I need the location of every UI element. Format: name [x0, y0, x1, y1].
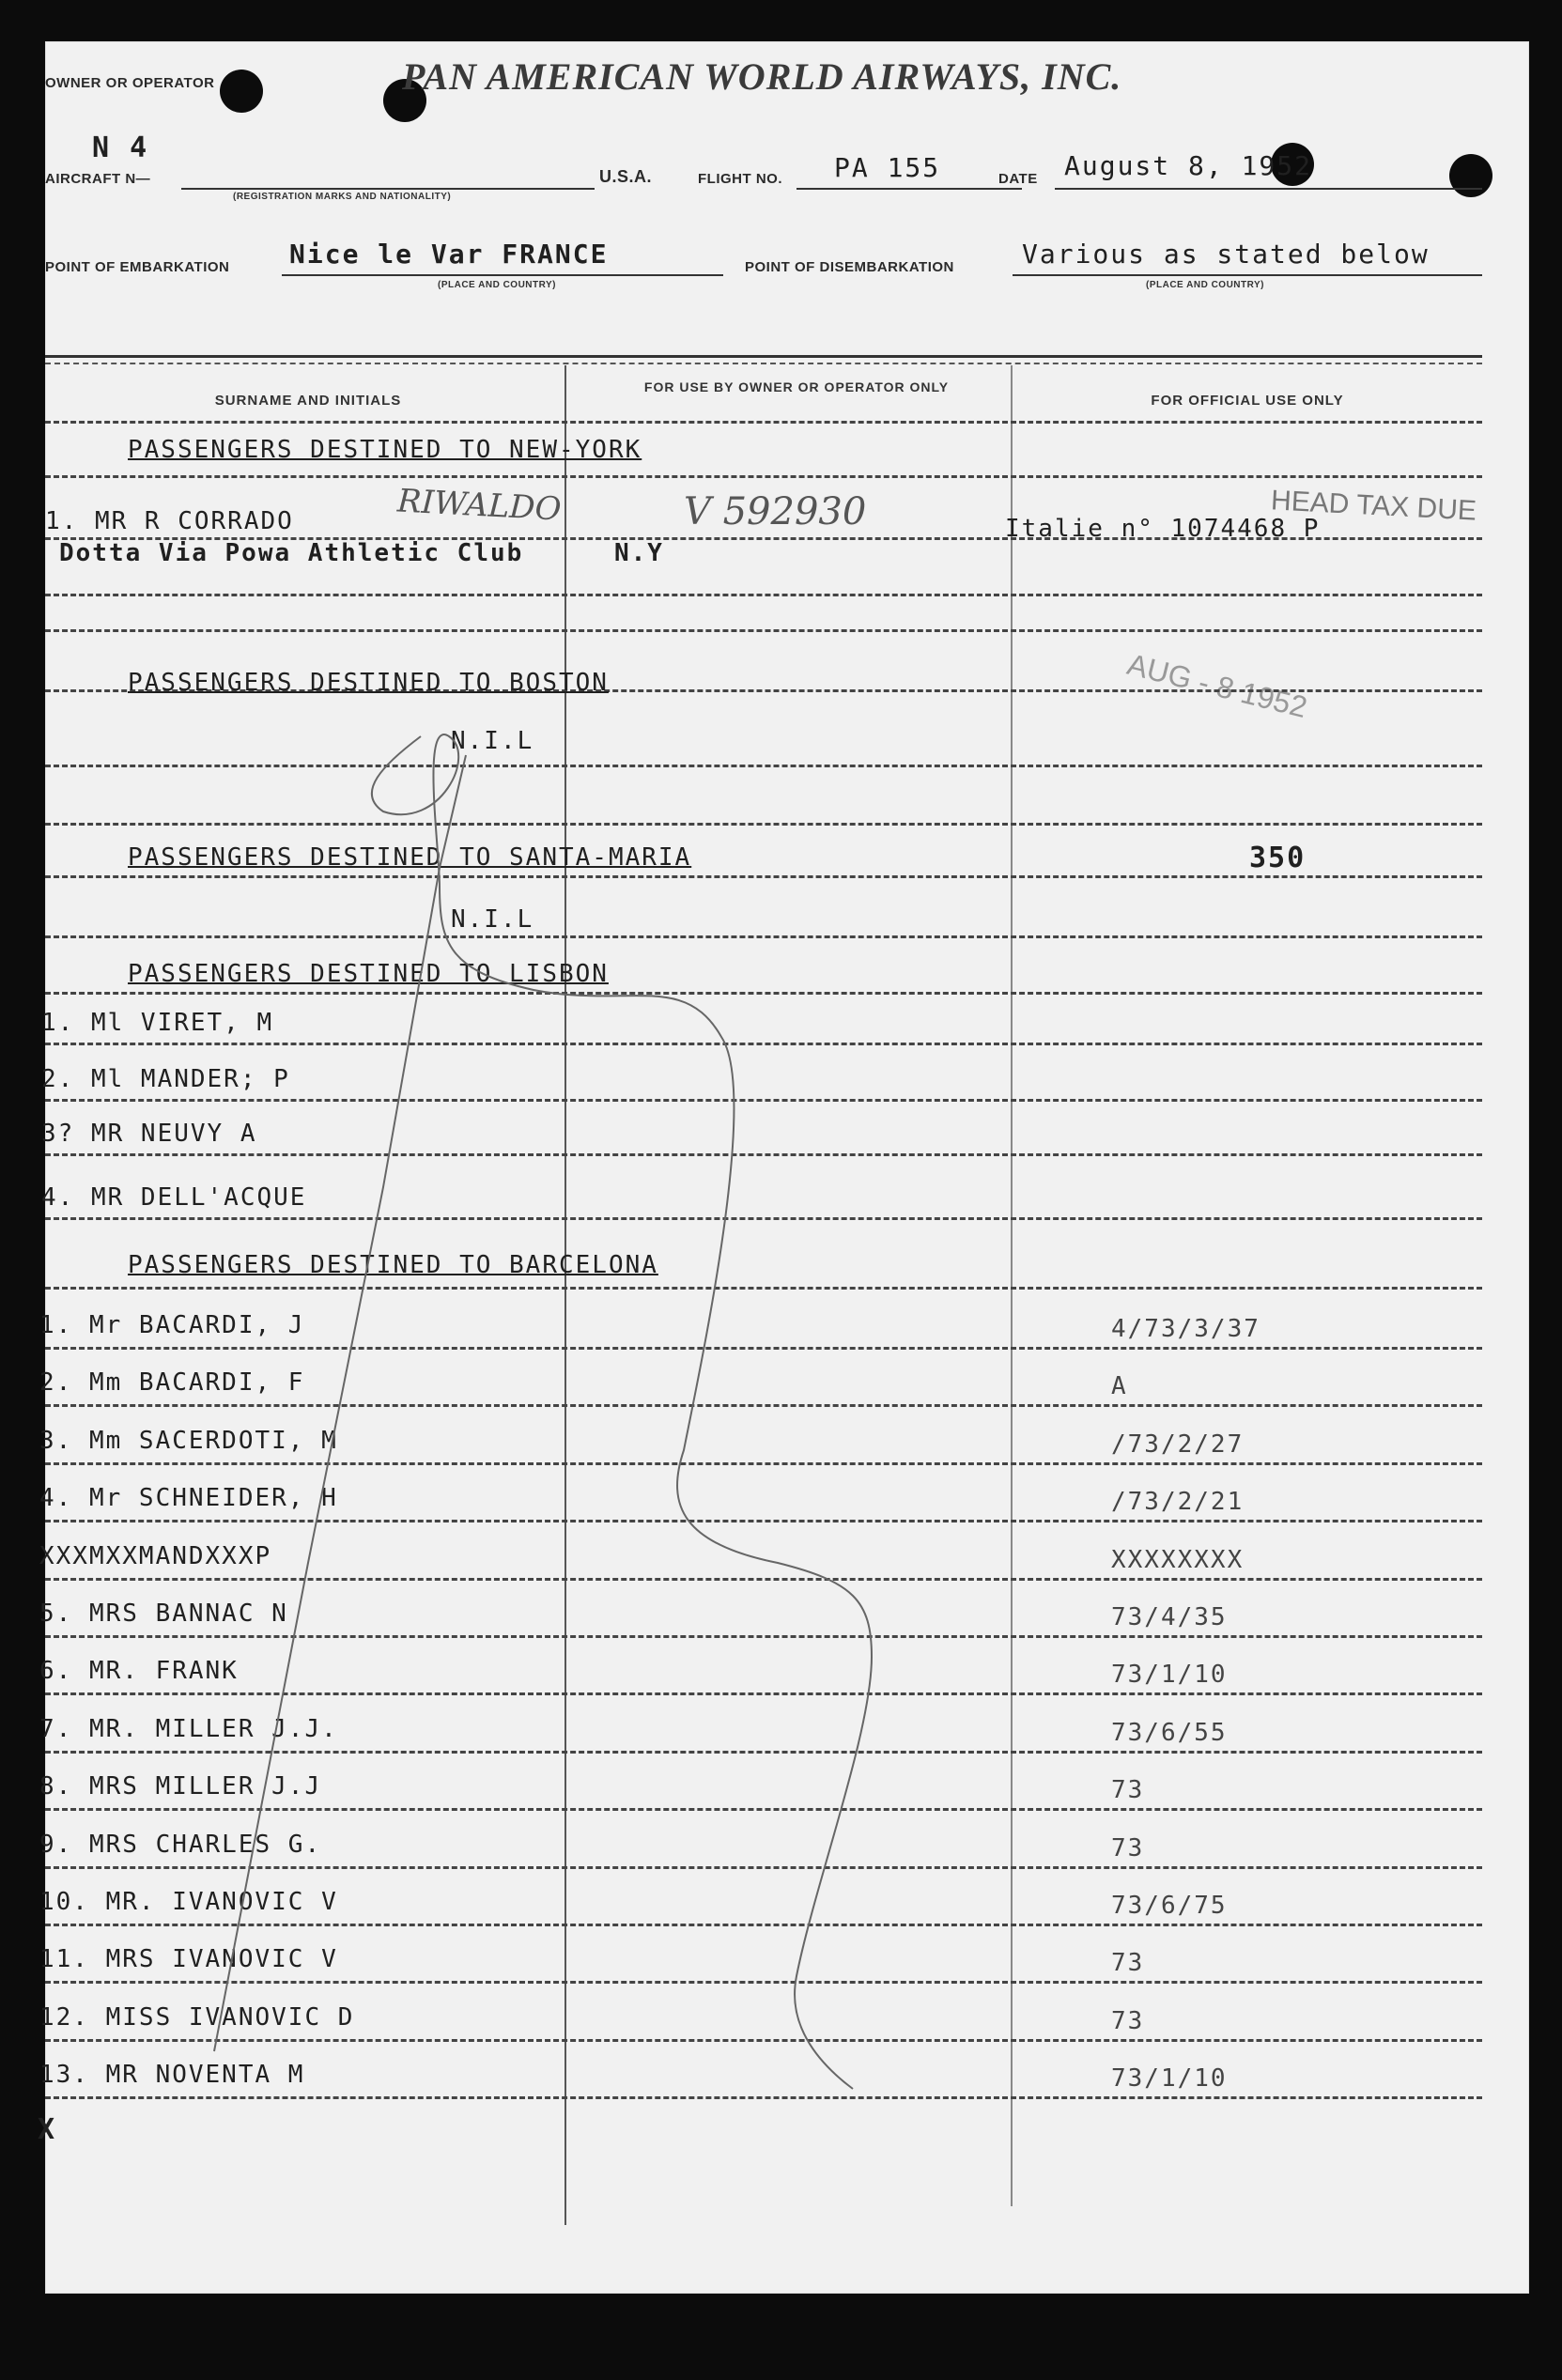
company-name: PAN AMERICAN WORLD AIRWAYS, INC.: [402, 55, 1122, 98]
barcelona-passenger-name: 7. MR. MILLER J.J.: [39, 1714, 338, 1743]
barcelona-passenger-code: 73/6/55: [1111, 1718, 1228, 1747]
ny-passenger-line1: 1. MR R CORRADO: [45, 507, 294, 535]
flight-value: PA 155: [834, 152, 941, 183]
barcelona-passenger-code: 73: [1111, 1949, 1145, 1978]
manifest-sheet: [38, 41, 1529, 2294]
barcelona-passenger-name: 12. MISS IVANOVIC D: [39, 2002, 355, 2032]
boston-nil: N.I.L: [451, 727, 534, 755]
barcelona-passenger-name: 13. MR NOVENTA M: [39, 2061, 305, 2090]
barcelona-passenger-name: 8. MRS MILLER J.J: [39, 1772, 322, 1801]
disembark-note: (PLACE AND COUNTRY): [1146, 280, 1264, 290]
santa-maria-nil: N.I.L: [451, 905, 534, 934]
aircraft-value: N 4: [92, 131, 149, 164]
disembark-value: Various as stated below: [1022, 239, 1430, 270]
barcelona-passenger-name: 2. Mm BACARDI, F: [39, 1368, 305, 1398]
barcelona-passenger-code: /73/2/21: [1111, 1488, 1245, 1517]
barcelona-passenger-name: 6. MR. FRANK: [39, 1657, 239, 1686]
section-new-york: PASSENGERS DESTINED TO NEW-YORK: [128, 436, 642, 464]
barcelona-passenger-code: 73: [1111, 2006, 1145, 2035]
barcelona-passenger-name: 11. MRS IVANOVIC V: [39, 1945, 338, 1974]
barcelona-passenger-code: A: [1111, 1372, 1128, 1401]
col-surname-header: SURNAME AND INITIALS: [214, 393, 402, 409]
lisbon-passenger: 1. Ml VIRET, M: [41, 1009, 274, 1037]
registration-note: (REGISTRATION MARKS AND NATIONALITY): [233, 192, 452, 202]
embark-note: (PLACE AND COUNTRY): [438, 280, 556, 290]
date-value: August 8, 1952: [1064, 150, 1313, 181]
barcelona-passenger-name: XXXMXXMANDXXXP: [39, 1541, 272, 1570]
embark-value: Nice le Var FRANCE: [289, 239, 609, 270]
barcelona-passenger-name: 3. Mm SACERDOTI, M: [39, 1426, 338, 1455]
barcelona-passenger-code: 73/1/10: [1111, 2064, 1228, 2094]
barcelona-passenger-name: 9. MRS CHARLES G.: [39, 1830, 322, 1859]
section-santa-maria: PASSENGERS DESTINED TO SANTA-MARIA: [128, 843, 692, 872]
barcelona-passenger-code: 73: [1111, 1776, 1145, 1805]
trailing-mark: X: [38, 2113, 57, 2146]
handwritten-name: RIWALDO: [396, 482, 563, 529]
col-official-header: FOR OFFICIAL USE ONLY: [1151, 393, 1344, 409]
barcelona-passenger-code: 73/6/75: [1111, 1892, 1228, 1920]
lisbon-passenger: 2. Ml MANDER; P: [41, 1065, 290, 1093]
ny-destination: N.Y: [614, 539, 664, 567]
barcelona-passenger-code: /73/2/27: [1111, 1430, 1245, 1459]
ny-passenger-line2: Dotta Via Powa Athletic Club: [59, 539, 524, 567]
fee-value: 350: [1249, 842, 1307, 874]
barcelona-passenger-name: 10. MR. IVANOVIC V: [39, 1888, 338, 1916]
section-barcelona: PASSENGERS DESTINED TO BARCELONA: [128, 1251, 658, 1279]
date-stamp: AUG - 8 1952: [1123, 646, 1311, 725]
section-boston: PASSENGERS DESTINED TO BOSTON: [128, 669, 609, 697]
flight-label: FLIGHT NO.: [698, 171, 782, 187]
barcelona-passenger-code: 73/4/35: [1111, 1603, 1228, 1631]
barcelona-passenger-code: 4/73/3/37: [1111, 1315, 1260, 1343]
barcelona-passenger-code: 73: [1111, 1833, 1145, 1862]
owner-label: OWNER OR OPERATOR: [45, 75, 215, 91]
usa-label: U.S.A.: [599, 167, 653, 186]
head-tax-stamp: HEAD TAX DUE: [1270, 485, 1477, 527]
embark-label: POINT OF EMBARKATION: [45, 259, 230, 275]
disembark-label: POINT OF DISEMBARKATION: [745, 259, 954, 275]
barcelona-passenger-name: 4. Mr SCHNEIDER, H: [39, 1484, 338, 1513]
pencil-scribble: [45, 41, 1529, 2294]
barcelona-passenger-name: 1. Mr BACARDI, J: [39, 1311, 305, 1339]
barcelona-passenger-name: 5. MRS BANNAC N: [39, 1600, 288, 1628]
ny-passport: Italie n° 1074468 P: [1005, 515, 1321, 543]
section-lisbon: PASSENGERS DESTINED TO LISBON: [128, 960, 609, 988]
date-label: DATE: [998, 171, 1038, 187]
aircraft-label: AIRCRAFT N—: [45, 171, 151, 187]
handwritten-number: V 592930: [684, 490, 867, 533]
barcelona-passenger-code: 73/1/10: [1111, 1661, 1228, 1690]
barcelona-passenger-code: XXXXXXXX: [1111, 1545, 1245, 1574]
lisbon-passenger: 3? MR NEUVY A: [41, 1120, 257, 1148]
col-owner-header: FOR USE BY OWNER OR OPERATOR ONLY: [643, 379, 950, 394]
lisbon-passenger: 4. MR DELL'ACQUE: [41, 1183, 307, 1212]
